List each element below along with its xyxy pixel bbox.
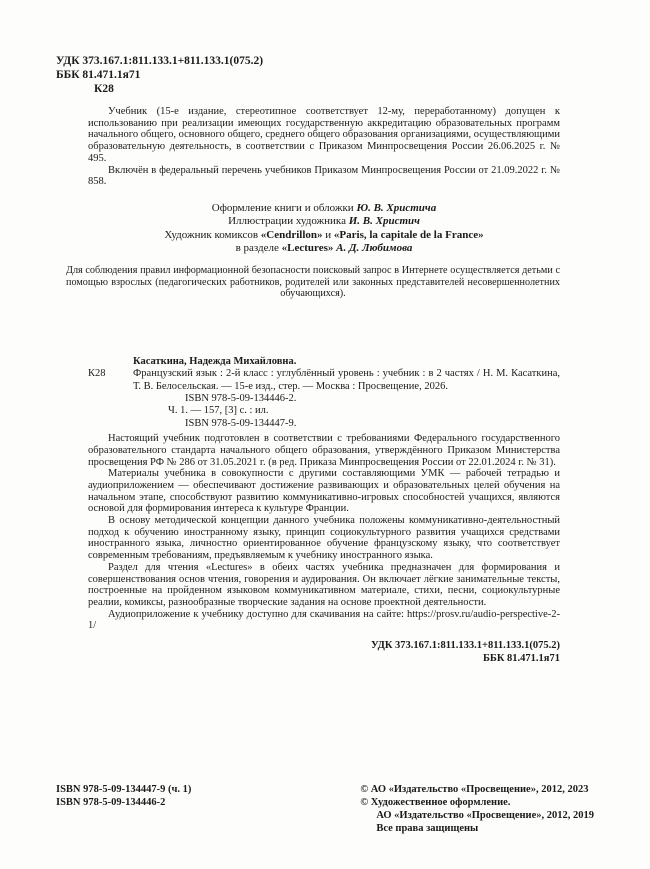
illustration-credit-label: Иллюстрации художника — [228, 215, 346, 228]
design-credit-line — [88, 202, 560, 216]
udk-code-bottom: УДК 373.167.1:811.133.1+811.133.1(075.2) — [370, 640, 560, 652]
isbn-block — [56, 783, 191, 809]
approval-paragraph: Учебник (15-е издание, стереотипное соответствует 12-му, переработанному) допущен к использованию при реализации имеющих государственную аккредитацию образовательных программ начального общего, основного общего, среднего общего образования организациями, осуществляющими образовательную деятельность, в соответствии с Приказом Минпросвещения России 26.06.2025 г. № 495. — [88, 106, 560, 164]
annotation-paragraph-lectures: Раздел для чтения «Lectures» в обеих частях учебника предназначен для формирования и совершенствования основ чтения, говорения и аудирования. Он включает лёгкие занимательные тексты, построенные на пройденном языковом коммуникативном материале, стихи, песни, социокультурные реалии, комиксы, разнообразные творческие задания на основе проектной деятельности. — [88, 561, 560, 608]
copyright-line-rights-reserved: Все права защищены — [376, 823, 479, 834]
footer-isbn-set: ISBN 978-5-09-134446-2 — [56, 797, 166, 808]
page-footer — [56, 783, 594, 835]
copyright-line-publisher-artwork: АО «Издательство «Просвещение», 2012, 2019 — [376, 810, 594, 821]
comics-credit-label-1: Художник комиксов — [164, 228, 259, 241]
copyright-line-artwork: © Художественное оформление. — [360, 797, 511, 808]
annotation-paragraph-umk: Материалы учебника в совокупности с другими составляющими УМК — рабочей тетрадью и аудиоприложением — обеспечивают достижение развивающих и образовательных целей обучения на начальном этапе, способствуют развитию коммуникативно-игровых способностей учащихся, являются основой для формирования интереса к культуре Франции. — [88, 468, 560, 515]
footer-isbn-part: ISBN 978-5-09-134447-9 (ч. 1) — [56, 784, 192, 795]
illustration-credit-line — [88, 215, 560, 229]
audio-download-note: Аудиоприложение к учебнику доступно для скачивания на сайте: https://prosv.ru/audio-perspective-2-1/ — [88, 608, 560, 632]
isbn-part-1: ISBN 978-5-09-134447-9. — [185, 417, 297, 429]
bibliographic-entry — [88, 356, 560, 430]
udk-code-top: УДК 373.167.1:811.133.1+811.133.1(075.2) — [56, 55, 264, 67]
annotation-paragraph-concept: В основу методической концепции данного учебника положены коммуникативно-деятельностный подход к обучению иностранному языку, принцип социокультурного развития учащихся средствами иностранного языка, личностно ориентированное обучение французскому языку, что соответствует современным требованиям, предъявляемым к учебнику иностранного языка. — [88, 515, 560, 562]
isbn-set: ISBN 978-5-09-134446-2. — [185, 392, 297, 404]
author-name: Касаткина, Надежда Михайловна. — [133, 355, 297, 367]
design-credit-name: Ю. В. Христича — [356, 201, 437, 214]
bbk-code-top: ББК 81.471.1я71 — [56, 69, 141, 81]
comics-credit-line — [88, 229, 560, 256]
annotation-paragraph-standard: Настоящий учебник подготовлен в соответствии с требованиями Федерального государственного образовательного стандарта начального общего образования, утверждённого Приказом Министерства просвещения РФ № 286 от 31.05.2021 г. (в ред. Приказа Минпросвещения России от 22.01.2024 г. № 31). — [88, 433, 560, 468]
part-pagination-info: Ч. 1. — 157, [3] с. : ил. — [168, 405, 269, 417]
federal-list-paragraph: Включён в федеральный перечень учебников Приказом Минпросвещения России от 21.09.2022 г. № 858. — [88, 164, 560, 188]
lectures-section-title: «Lectures» — [281, 242, 334, 255]
information-safety-note: Для соблюдения правил информационной безопасности поисковый запрос в Интернете осуществляется детьми с помощью взрослых (педагогических работников, родителей или законных представителей несовершеннолетних обучающихся). — [66, 264, 560, 300]
design-credit-label: Оформление книги и обложки — [211, 201, 354, 214]
comics-credit-label-2: в разделе — [235, 242, 279, 255]
comics-title-paris: «Paris, la capitale de la France» — [333, 228, 484, 241]
copyright-block — [360, 783, 594, 835]
illustration-credit-name: И. В. Христич — [348, 215, 420, 228]
credits-block — [88, 202, 560, 256]
copyright-line-publisher: © АО «Издательство «Просвещение», 2012, 2023 — [360, 784, 589, 795]
page-body — [66, 96, 560, 665]
comics-credit-name: А. Д. Любимова — [336, 242, 413, 255]
classification-codes-top — [56, 54, 560, 96]
bibliographic-description: Французский язык : 2-й класс : углублённый уровень : учебник : в 2 частях / Н. М. Касаткина, Т. В. Белосельская. — 15-е изд., стер. — Москва : Просвещение, 2026. — [133, 368, 560, 392]
comics-title-cendrillon: «Cendrillon» — [260, 228, 323, 241]
comics-credit-conjunction: и — [325, 228, 332, 241]
author-sign-k28: К28 — [88, 368, 106, 380]
classification-codes-bottom — [88, 639, 560, 665]
author-sign-top: К28 — [94, 83, 114, 95]
annotation-block — [88, 433, 560, 632]
bbk-code-bottom: ББК 81.471.1я71 — [482, 653, 560, 665]
